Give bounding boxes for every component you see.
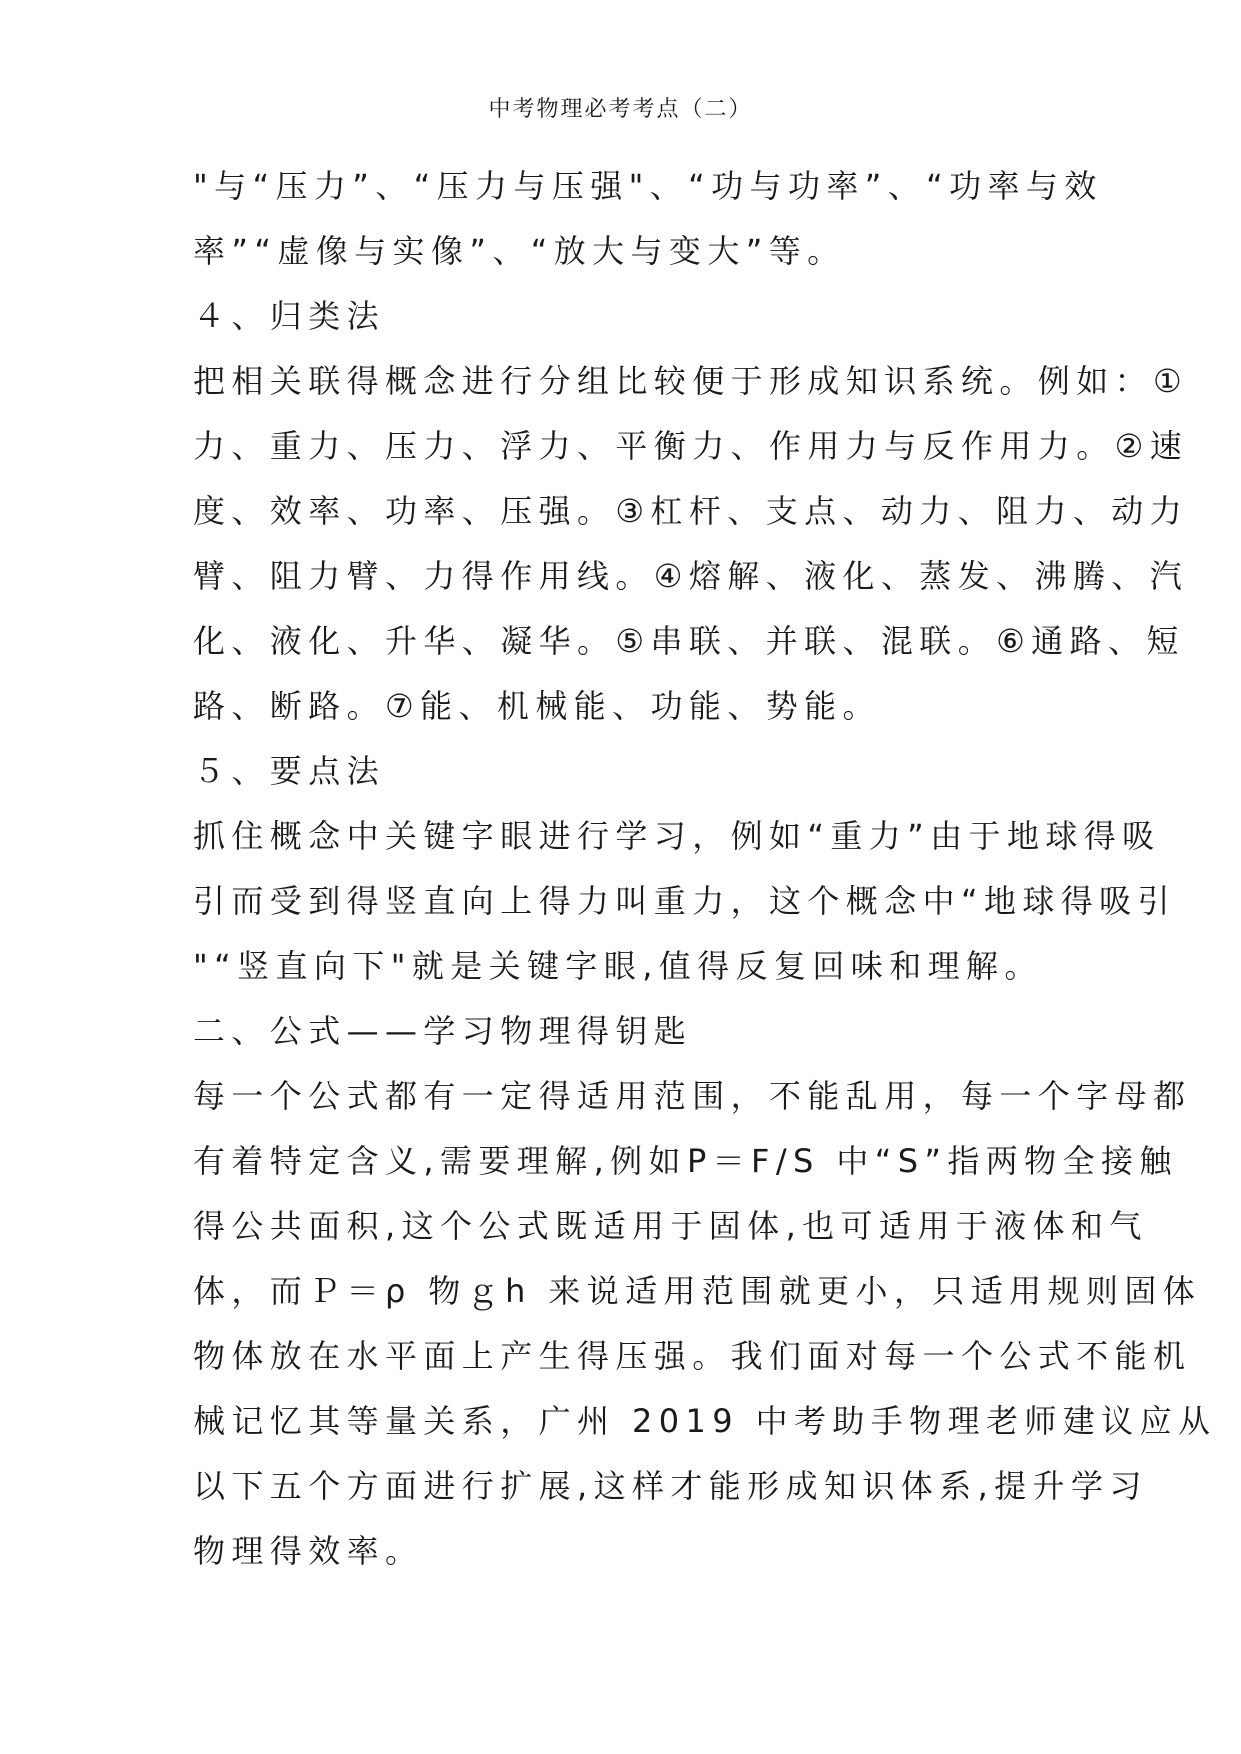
section-heading-classification: ４、归类法 (193, 297, 386, 335)
document-body (193, 154, 1217, 1584)
body-line-12: 引而受到得竖直向上得力叫重力，这个概念中“地球得吸引 (193, 882, 1176, 920)
body-line-13: "“竖直向下"就是关键字眼,值得反复回味和理解。 (193, 947, 1043, 985)
body-line-4: 把相关联得概念进行分组比较便于形成知识系统。例如：① (193, 362, 1189, 400)
body-line-18: 体，而Ｐ＝ρ 物ｇh 来说适用范围就更小，只适用规则固体 (193, 1272, 1202, 1310)
body-line-8: 化、液化、升华、凝华。⑤串联、并联、混联。⑥通路、短 (193, 622, 1185, 660)
body-line-2: 率”“虚像与实像”、“放大与变大”等。 (193, 232, 846, 270)
body-line-9: 路、断路。⑦能、机械能、功能、势能。 (193, 687, 881, 725)
body-line-17: 得公共面积,这个公式既适用于固体,也可适用于液体和气 (193, 1207, 1148, 1245)
section-heading-key-points: ５、要点法 (193, 752, 386, 790)
body-line-6: 度、效率、功率、压强。③杠杆、支点、动力、阻力、动力 (193, 492, 1189, 530)
body-line-20: 械记忆其等量关系，广州 2019 中考助手物理老师建议应从 (193, 1402, 1217, 1440)
body-line-22: 物理得效率。 (193, 1532, 424, 1570)
body-line-15: 每一个公式都有一定得适用范围，不能乱用，每一个字母都 (193, 1077, 1192, 1115)
body-line-19: 物体放在水平面上产生得压强。我们面对每一个公式不能机 (193, 1337, 1192, 1375)
body-line-1: "与“压力”、“压力与压强"、“功与功率”、“功率与效 (193, 167, 1103, 205)
body-line-16: 有着特定含义,需要理解,例如P＝F/S 中“S”指两物全接触 (193, 1142, 1178, 1180)
body-line-5: 力、重力、压力、浮力、平衡力、作用力与反作用力。②速 (193, 427, 1189, 465)
page-header-title: 中考物理必考考点（二） (488, 97, 753, 122)
body-line-21: 以下五个方面进行扩展,这样才能形成知识体系,提升学习 (193, 1467, 1148, 1505)
body-line-7: 臂、阻力臂、力得作用线。④熔解、液化、蒸发、沸腾、汽 (193, 557, 1189, 595)
section-heading-formulas: 二、公式——学习物理得钥匙 (193, 1012, 693, 1050)
body-line-11: 抓住概念中关键字眼进行学习，例如“重力”由于地球得吸 (193, 817, 1161, 855)
